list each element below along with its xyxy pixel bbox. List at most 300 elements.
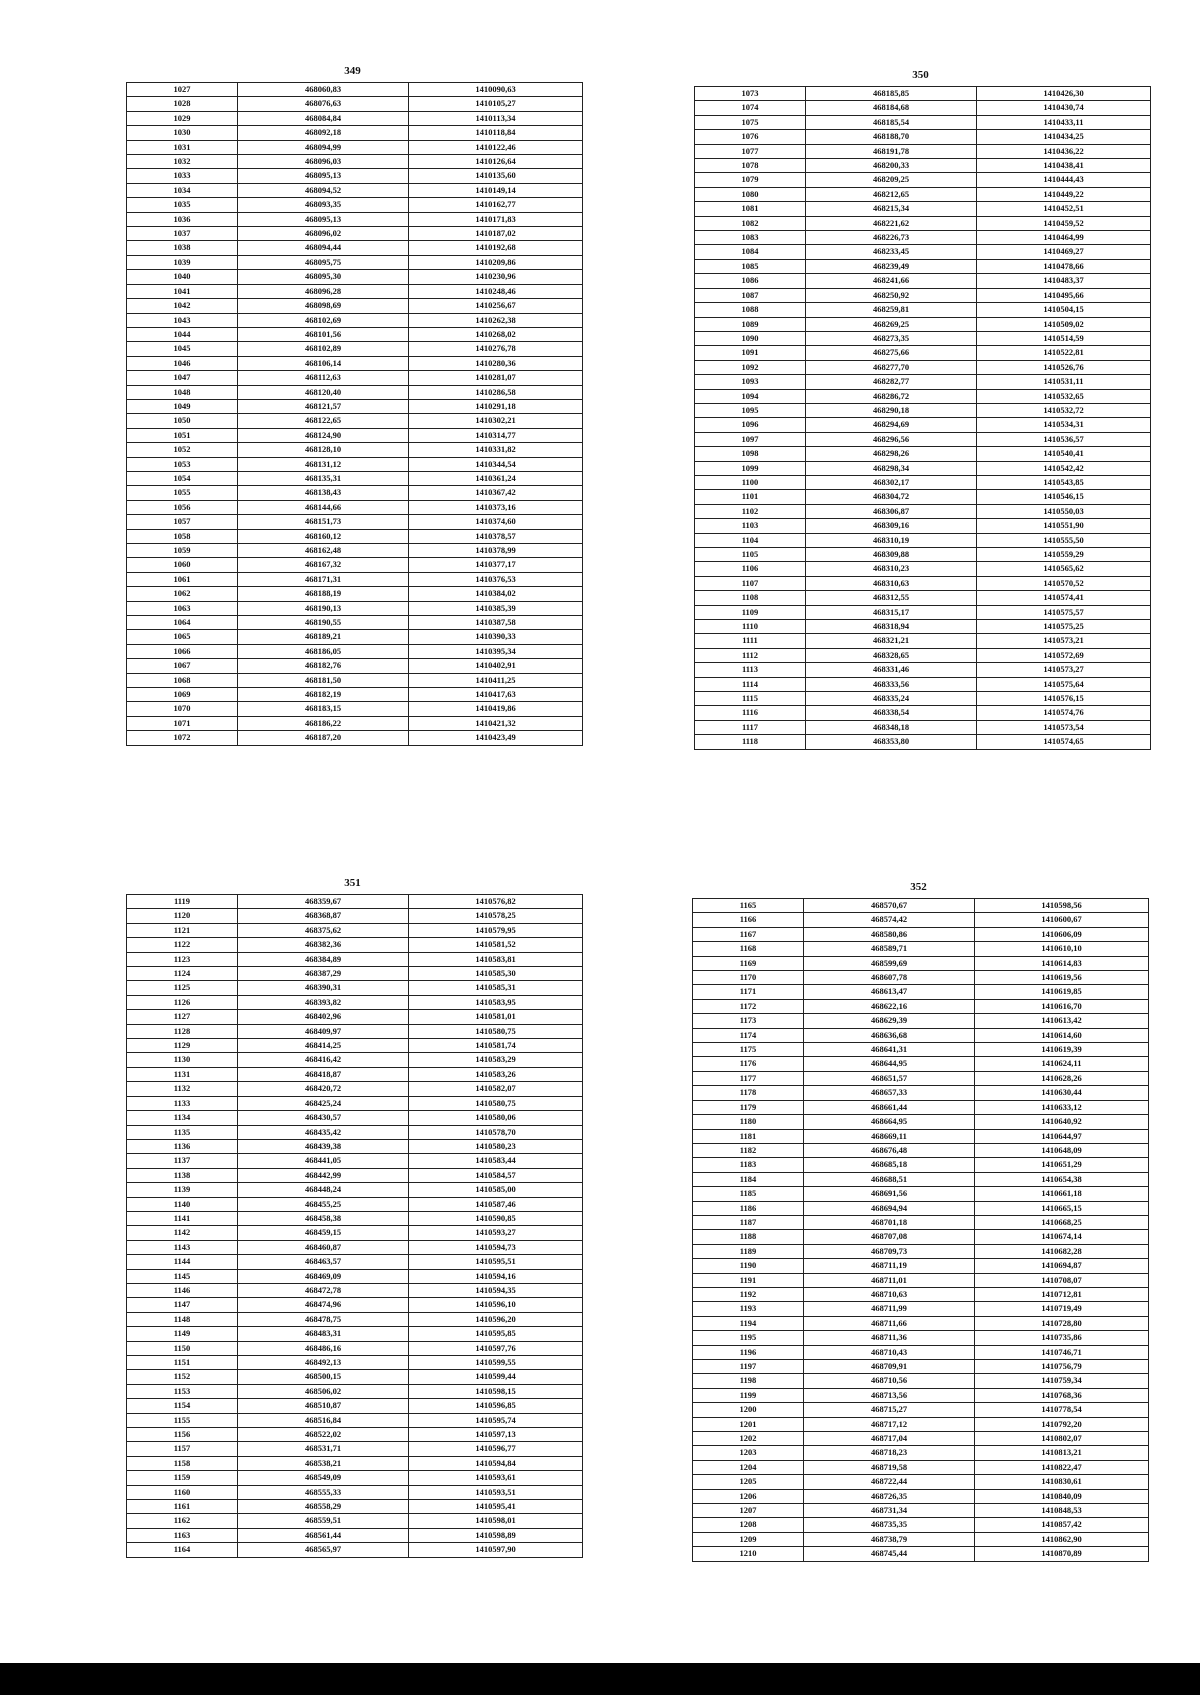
x-coordinate-cell: 468184,68: [806, 101, 977, 115]
x-coordinate-cell: 468096,02: [238, 227, 409, 241]
y-coordinate-cell: 1410768,36: [975, 1388, 1149, 1402]
x-coordinate-cell: 468353,80: [806, 735, 977, 749]
x-coordinate-cell: 468664,95: [804, 1115, 975, 1129]
x-coordinate-cell: 468651,57: [804, 1071, 975, 1085]
table-row: [695, 259, 1151, 273]
x-coordinate-cell: 468709,73: [804, 1244, 975, 1258]
x-coordinate-cell: 468106,14: [238, 356, 409, 370]
y-coordinate-cell: 1410870,89: [975, 1547, 1149, 1561]
point-number-cell: 1049: [127, 399, 238, 413]
point-number-cell: 1158: [127, 1456, 238, 1470]
table-row: [127, 198, 583, 212]
y-coordinate-cell: 1410534,31: [977, 418, 1151, 432]
table-row: [127, 1370, 583, 1384]
y-coordinate-cell: 1410594,73: [409, 1240, 583, 1254]
y-coordinate-cell: 1410377,17: [409, 558, 583, 572]
x-coordinate-cell: 468565,97: [238, 1543, 409, 1557]
x-coordinate-cell: 468131,12: [238, 457, 409, 471]
table-row: [127, 1428, 583, 1442]
table-row: [695, 461, 1151, 475]
table-row: [127, 1399, 583, 1413]
x-coordinate-cell: 468726,35: [804, 1489, 975, 1503]
table-row: [693, 999, 1149, 1013]
coordinates-table: [126, 894, 583, 1558]
x-coordinate-cell: 468233,45: [806, 245, 977, 259]
x-coordinate-cell: 468171,31: [238, 572, 409, 586]
x-coordinate-cell: 468187,20: [238, 731, 409, 745]
y-coordinate-cell: 1410280,36: [409, 356, 583, 370]
x-coordinate-cell: 468715,27: [804, 1403, 975, 1417]
y-coordinate-cell: 1410594,35: [409, 1283, 583, 1297]
point-number-cell: 1199: [693, 1388, 804, 1402]
y-coordinate-cell: 1410665,15: [975, 1201, 1149, 1215]
y-coordinate-cell: 1410402,91: [409, 659, 583, 673]
y-coordinate-cell: 1410209,86: [409, 255, 583, 269]
table-row: [127, 1283, 583, 1297]
x-coordinate-cell: 468685,18: [804, 1158, 975, 1172]
point-number-cell: 1123: [127, 952, 238, 966]
y-coordinate-cell: 1410522,81: [977, 346, 1151, 360]
table-row: [127, 385, 583, 399]
x-coordinate-cell: 468309,16: [806, 519, 977, 533]
y-coordinate-cell: 1410444,43: [977, 173, 1151, 187]
y-coordinate-cell: 1410384,02: [409, 587, 583, 601]
table-row: [693, 1057, 1149, 1071]
x-coordinate-cell: 468241,66: [806, 274, 977, 288]
table-row: [127, 544, 583, 558]
point-number-cell: 1060: [127, 558, 238, 572]
x-coordinate-cell: 468694,94: [804, 1201, 975, 1215]
point-number-cell: 1071: [127, 716, 238, 730]
table-row: [693, 1504, 1149, 1518]
x-coordinate-cell: 468128,10: [238, 443, 409, 457]
y-coordinate-cell: 1410619,85: [975, 985, 1149, 999]
table-row: [693, 1028, 1149, 1042]
point-number-cell: 1140: [127, 1197, 238, 1211]
point-number-cell: 1148: [127, 1312, 238, 1326]
x-coordinate-cell: 468709,91: [804, 1360, 975, 1374]
y-coordinate-cell: 1410599,55: [409, 1356, 583, 1370]
y-coordinate-cell: 1410395,34: [409, 644, 583, 658]
point-number-cell: 1198: [693, 1374, 804, 1388]
table-row: [127, 1082, 583, 1096]
point-number-cell: 1099: [695, 461, 806, 475]
point-number-cell: 1094: [695, 389, 806, 403]
table-row: [127, 1413, 583, 1427]
point-number-cell: 1113: [695, 663, 806, 677]
table-row: [695, 634, 1151, 648]
point-number-cell: 1054: [127, 471, 238, 485]
y-coordinate-cell: 1410580,75: [409, 1024, 583, 1038]
point-number-cell: 1072: [127, 731, 238, 745]
x-coordinate-cell: 468151,73: [238, 515, 409, 529]
y-coordinate-cell: 1410756,79: [975, 1360, 1149, 1374]
table-row: [693, 1489, 1149, 1503]
table-row: [127, 1125, 583, 1139]
x-coordinate-cell: 468189,21: [238, 630, 409, 644]
y-coordinate-cell: 1410378,57: [409, 529, 583, 543]
y-coordinate-cell: 1410624,11: [975, 1057, 1149, 1071]
point-number-cell: 1179: [693, 1100, 804, 1114]
point-number-cell: 1161: [127, 1500, 238, 1514]
y-coordinate-cell: 1410759,34: [975, 1374, 1149, 1388]
point-number-cell: 1145: [127, 1269, 238, 1283]
table-row: [127, 1500, 583, 1514]
y-coordinate-cell: 1410640,92: [975, 1115, 1149, 1129]
table-row: [693, 1014, 1149, 1028]
point-number-cell: 1162: [127, 1514, 238, 1528]
x-coordinate-cell: 468144,66: [238, 500, 409, 514]
point-number-cell: 1100: [695, 475, 806, 489]
table-row: [127, 587, 583, 601]
table-row: [127, 428, 583, 442]
x-coordinate-cell: 468318,94: [806, 620, 977, 634]
point-number-cell: 1147: [127, 1298, 238, 1312]
table-row: [127, 1384, 583, 1398]
x-coordinate-cell: 468112,63: [238, 371, 409, 385]
y-coordinate-cell: 1410584,57: [409, 1168, 583, 1182]
table-row: [695, 490, 1151, 504]
x-coordinate-cell: 468549,09: [238, 1471, 409, 1485]
table-row: [127, 399, 583, 413]
table-row: [127, 183, 583, 197]
x-coordinate-cell: 468060,83: [238, 83, 409, 97]
point-number-cell: 1122: [127, 938, 238, 952]
table-row: [695, 735, 1151, 749]
x-coordinate-cell: 468561,44: [238, 1528, 409, 1542]
y-coordinate-cell: 1410469,27: [977, 245, 1151, 259]
point-number-cell: 1064: [127, 616, 238, 630]
y-coordinate-cell: 1410436,22: [977, 144, 1151, 158]
y-coordinate-cell: 1410536,57: [977, 432, 1151, 446]
y-coordinate-cell: 1410423,49: [409, 731, 583, 745]
y-coordinate-cell: 1410376,53: [409, 572, 583, 586]
table-row: [693, 1446, 1149, 1460]
x-coordinate-cell: 468302,17: [806, 475, 977, 489]
y-coordinate-cell: 1410606,09: [975, 927, 1149, 941]
x-coordinate-cell: 468559,51: [238, 1514, 409, 1528]
table-row: [693, 1360, 1149, 1374]
y-coordinate-cell: 1410187,02: [409, 227, 583, 241]
x-coordinate-cell: 468719,58: [804, 1460, 975, 1474]
table-row: [693, 985, 1149, 999]
point-number-cell: 1077: [695, 144, 806, 158]
table-row: [693, 1115, 1149, 1129]
y-coordinate-cell: 1410600,67: [975, 913, 1149, 927]
y-coordinate-cell: 1410411,25: [409, 673, 583, 687]
x-coordinate-cell: 468711,19: [804, 1259, 975, 1273]
point-number-cell: 1098: [695, 447, 806, 461]
point-number-cell: 1048: [127, 385, 238, 399]
point-number-cell: 1069: [127, 688, 238, 702]
table-row: [127, 284, 583, 298]
y-coordinate-cell: 1410862,90: [975, 1532, 1149, 1546]
table-row: [127, 1456, 583, 1470]
table-row: [695, 706, 1151, 720]
y-coordinate-cell: 1410575,64: [977, 677, 1151, 691]
coordinates-table: [692, 898, 1149, 1562]
table-row: [127, 327, 583, 341]
x-coordinate-cell: 468286,72: [806, 389, 977, 403]
point-number-cell: 1084: [695, 245, 806, 259]
y-coordinate-cell: 1410585,31: [409, 981, 583, 995]
y-coordinate-cell: 1410598,56: [975, 899, 1149, 913]
x-coordinate-cell: 468458,38: [238, 1211, 409, 1225]
table-row: [127, 83, 583, 97]
x-coordinate-cell: 468273,35: [806, 331, 977, 345]
table-row: [127, 952, 583, 966]
point-number-cell: 1081: [695, 202, 806, 216]
x-coordinate-cell: 468277,70: [806, 360, 977, 374]
point-number-cell: 1175: [693, 1043, 804, 1057]
table-row: [693, 956, 1149, 970]
table-row: [695, 274, 1151, 288]
y-coordinate-cell: 1410596,77: [409, 1442, 583, 1456]
x-coordinate-cell: 468162,48: [238, 544, 409, 558]
point-number-cell: 1046: [127, 356, 238, 370]
point-number-cell: 1183: [693, 1158, 804, 1172]
x-coordinate-cell: 468188,19: [238, 587, 409, 601]
x-coordinate-cell: 468455,25: [238, 1197, 409, 1211]
x-coordinate-cell: 468441,05: [238, 1154, 409, 1168]
y-coordinate-cell: 1410532,65: [977, 389, 1151, 403]
y-coordinate-cell: 1410644,97: [975, 1129, 1149, 1143]
x-coordinate-cell: 468368,87: [238, 909, 409, 923]
point-number-cell: 1047: [127, 371, 238, 385]
point-number-cell: 1189: [693, 1244, 804, 1258]
table-row: [695, 591, 1151, 605]
table-row: [693, 1287, 1149, 1301]
x-coordinate-cell: 468250,92: [806, 288, 977, 302]
point-number-cell: 1070: [127, 702, 238, 716]
table-row: [695, 605, 1151, 619]
point-number-cell: 1173: [693, 1014, 804, 1028]
point-number-cell: 1157: [127, 1442, 238, 1456]
y-coordinate-cell: 1410719,49: [975, 1302, 1149, 1316]
y-coordinate-cell: 1410583,81: [409, 952, 583, 966]
table-row: [127, 1514, 583, 1528]
x-coordinate-cell: 468522,02: [238, 1428, 409, 1442]
table-row: [695, 173, 1151, 187]
table-row: [127, 731, 583, 745]
x-coordinate-cell: 468094,99: [238, 140, 409, 154]
table-row: [127, 1543, 583, 1557]
point-number-cell: 1192: [693, 1287, 804, 1301]
y-coordinate-cell: 1410122,46: [409, 140, 583, 154]
point-number-cell: 1083: [695, 231, 806, 245]
point-number-cell: 1086: [695, 274, 806, 288]
scan-footer-band: [0, 1663, 1200, 1695]
y-coordinate-cell: 1410171,83: [409, 212, 583, 226]
table-row: [127, 1039, 583, 1053]
point-number-cell: 1055: [127, 486, 238, 500]
y-coordinate-cell: 1410616,70: [975, 999, 1149, 1013]
point-number-cell: 1078: [695, 159, 806, 173]
table-row: [695, 447, 1151, 461]
y-coordinate-cell: 1410565,62: [977, 562, 1151, 576]
table-row: [127, 1356, 583, 1370]
x-coordinate-cell: 468183,15: [238, 702, 409, 716]
x-coordinate-cell: 468298,26: [806, 447, 977, 461]
point-number-cell: 1119: [127, 895, 238, 909]
y-coordinate-cell: 1410361,24: [409, 471, 583, 485]
y-coordinate-cell: 1410574,76: [977, 706, 1151, 720]
x-coordinate-cell: 468472,78: [238, 1283, 409, 1297]
x-coordinate-cell: 468095,13: [238, 212, 409, 226]
point-number-cell: 1127: [127, 1010, 238, 1024]
y-coordinate-cell: 1410385,39: [409, 601, 583, 615]
point-number-cell: 1132: [127, 1082, 238, 1096]
x-coordinate-cell: 468387,29: [238, 967, 409, 981]
point-number-cell: 1138: [127, 1168, 238, 1182]
table-row: [127, 1298, 583, 1312]
point-number-cell: 1193: [693, 1302, 804, 1316]
table-row: [127, 1269, 583, 1283]
y-coordinate-cell: 1410708,07: [975, 1273, 1149, 1287]
y-coordinate-cell: 1410595,85: [409, 1327, 583, 1341]
point-number-cell: 1037: [127, 227, 238, 241]
table-row: [127, 702, 583, 716]
table-row: [693, 913, 1149, 927]
table-row: [693, 1158, 1149, 1172]
y-coordinate-cell: 1410610,10: [975, 942, 1149, 956]
y-coordinate-cell: 1410531,11: [977, 375, 1151, 389]
table-row: [127, 601, 583, 615]
table-row: [693, 1374, 1149, 1388]
y-coordinate-cell: 1410712,81: [975, 1287, 1149, 1301]
table-row: [127, 1211, 583, 1225]
x-coordinate-cell: 468607,78: [804, 971, 975, 985]
y-coordinate-cell: 1410367,42: [409, 486, 583, 500]
x-coordinate-cell: 468402,96: [238, 1010, 409, 1024]
table-row: [127, 1168, 583, 1182]
point-number-cell: 1104: [695, 533, 806, 547]
x-coordinate-cell: 468641,31: [804, 1043, 975, 1057]
table-row: [693, 1143, 1149, 1157]
x-coordinate-cell: 468120,40: [238, 385, 409, 399]
x-coordinate-cell: 468167,32: [238, 558, 409, 572]
y-coordinate-cell: 1410613,42: [975, 1014, 1149, 1028]
x-coordinate-cell: 468430,57: [238, 1111, 409, 1125]
x-coordinate-cell: 468094,44: [238, 241, 409, 255]
table-row: [695, 533, 1151, 547]
point-number-cell: 1191: [693, 1273, 804, 1287]
point-number-cell: 1160: [127, 1485, 238, 1499]
x-coordinate-cell: 468688,51: [804, 1172, 975, 1186]
table-row: [127, 342, 583, 356]
point-number-cell: 1095: [695, 403, 806, 417]
y-coordinate-cell: 1410090,63: [409, 83, 583, 97]
table-row: [693, 899, 1149, 913]
point-number-cell: 1171: [693, 985, 804, 999]
table-row: [127, 630, 583, 644]
point-number-cell: 1133: [127, 1096, 238, 1110]
point-number-cell: 1034: [127, 183, 238, 197]
point-number-cell: 1029: [127, 111, 238, 125]
y-coordinate-cell: 1410654,38: [975, 1172, 1149, 1186]
table-row: [127, 255, 583, 269]
y-coordinate-cell: 1410509,02: [977, 317, 1151, 331]
table-row: [127, 1240, 583, 1254]
x-coordinate-cell: 468393,82: [238, 995, 409, 1009]
y-coordinate-cell: 1410430,74: [977, 101, 1151, 115]
table-row: [127, 111, 583, 125]
table-row: [127, 227, 583, 241]
y-coordinate-cell: 1410573,54: [977, 720, 1151, 734]
table-row: [127, 659, 583, 673]
point-number-cell: 1166: [693, 913, 804, 927]
point-number-cell: 1107: [695, 576, 806, 590]
x-coordinate-cell: 468474,96: [238, 1298, 409, 1312]
point-number-cell: 1063: [127, 601, 238, 615]
y-coordinate-cell: 1410735,86: [975, 1331, 1149, 1345]
y-coordinate-cell: 1410526,76: [977, 360, 1151, 374]
y-coordinate-cell: 1410822,47: [975, 1460, 1149, 1474]
point-number-cell: 1067: [127, 659, 238, 673]
y-coordinate-cell: 1410580,75: [409, 1096, 583, 1110]
point-number-cell: 1170: [693, 971, 804, 985]
table-row: [127, 155, 583, 169]
x-coordinate-cell: 468409,97: [238, 1024, 409, 1038]
table-row: [127, 995, 583, 1009]
x-coordinate-cell: 468448,24: [238, 1183, 409, 1197]
y-coordinate-cell: 1410596,10: [409, 1298, 583, 1312]
table-row: [695, 475, 1151, 489]
table-row: [693, 1532, 1149, 1546]
point-number-cell: 1065: [127, 630, 238, 644]
table-row: [693, 1259, 1149, 1273]
x-coordinate-cell: 468290,18: [806, 403, 977, 417]
point-number-cell: 1089: [695, 317, 806, 331]
y-coordinate-cell: 1410438,41: [977, 159, 1151, 173]
point-number-cell: 1152: [127, 1370, 238, 1384]
y-coordinate-cell: 1410576,82: [409, 895, 583, 909]
y-coordinate-cell: 1410830,61: [975, 1475, 1149, 1489]
x-coordinate-cell: 468717,12: [804, 1417, 975, 1431]
y-coordinate-cell: 1410286,58: [409, 385, 583, 399]
y-coordinate-cell: 1410256,67: [409, 299, 583, 313]
x-coordinate-cell: 468463,57: [238, 1255, 409, 1269]
table-row: [693, 1417, 1149, 1431]
y-coordinate-cell: 1410573,21: [977, 634, 1151, 648]
y-coordinate-cell: 1410276,78: [409, 342, 583, 356]
point-number-cell: 1117: [695, 720, 806, 734]
x-coordinate-cell: 468124,90: [238, 428, 409, 442]
table-row: [693, 1230, 1149, 1244]
table-row: [695, 231, 1151, 245]
point-number-cell: 1116: [695, 706, 806, 720]
point-number-cell: 1053: [127, 457, 238, 471]
x-coordinate-cell: 468492,13: [238, 1356, 409, 1370]
table-row: [693, 1388, 1149, 1402]
table-row: [127, 1139, 583, 1153]
y-coordinate-cell: 1410574,65: [977, 735, 1151, 749]
y-coordinate-cell: 1410452,51: [977, 202, 1151, 216]
x-coordinate-cell: 468095,75: [238, 255, 409, 269]
point-number-cell: 1204: [693, 1460, 804, 1474]
point-number-cell: 1043: [127, 313, 238, 327]
x-coordinate-cell: 468084,84: [238, 111, 409, 125]
y-coordinate-cell: 1410314,77: [409, 428, 583, 442]
table-row: [693, 1302, 1149, 1316]
x-coordinate-cell: 468096,03: [238, 155, 409, 169]
table-row: [693, 1547, 1149, 1561]
table-row: [127, 97, 583, 111]
point-number-cell: 1075: [695, 115, 806, 129]
table-row: [127, 1255, 583, 1269]
point-number-cell: 1050: [127, 414, 238, 428]
x-coordinate-cell: 468095,13: [238, 169, 409, 183]
